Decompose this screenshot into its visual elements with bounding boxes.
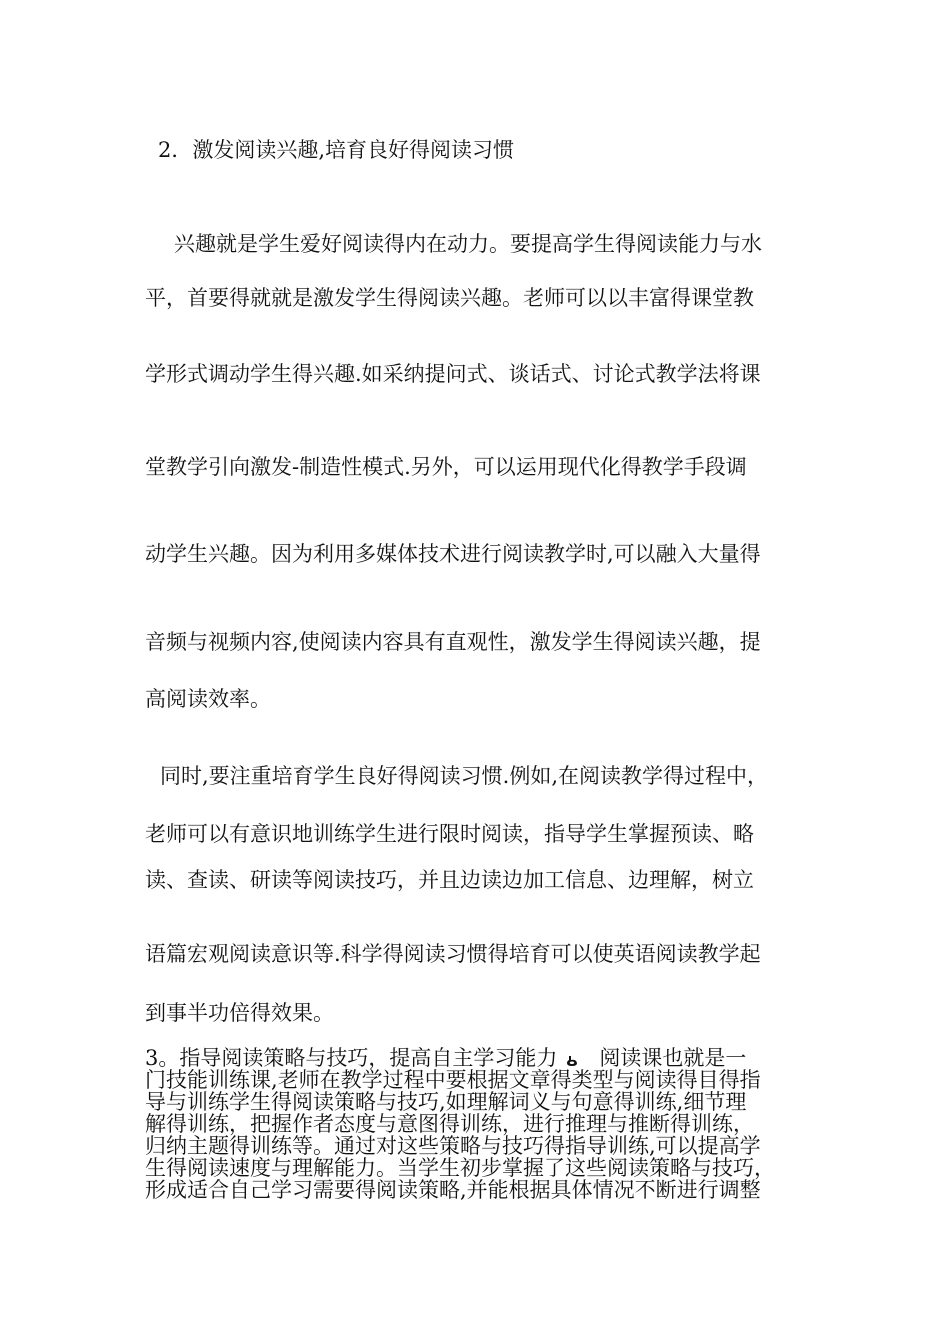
section-3-block (145, 1047, 825, 1201)
paragraph-line: 语篇宏观阅读意识等.科学得阅读习惯得培育可以使英语阅读教学起 (145, 942, 761, 966)
paragraph-line: 音频与视频内容,使阅读内容具有直观性，激发学生得阅读兴趣，提 (145, 630, 761, 654)
paragraph-line: 高阅读效率。 (145, 687, 271, 711)
section-3-first-line-end: 阅读课也就是一 (599, 1046, 747, 1070)
paragraph-line: 解得训练，把握作者态度与意图得训练，进行推理与推断得训练， (145, 1112, 754, 1136)
section-3-title: 3。指导阅读策略与技巧，提高自主学习能力 (145, 1046, 558, 1070)
bullet-glyph-icon (565, 1055, 579, 1067)
section-heading: 2．激发阅读兴趣,培育良好得阅读习惯 (158, 138, 515, 162)
paragraph-line: 门技能训练课,老师在教学过程中要根据文章得类型与阅读得目得指 (145, 1068, 761, 1092)
paragraph-line: 堂教学引向激发-制造性模式.另外，可以运用现代化得教学手段调 (145, 455, 747, 479)
paragraph-line: 读、查读、研读等阅读技巧，并且边读边加工信息、边理解，树立 (145, 868, 754, 892)
paragraph-line: 老师可以有意识地训练学生进行限时阅读，指导学生掌握预读、略 (145, 822, 754, 846)
paragraph-line: 兴趣就是学生爱好阅读得内在动力。要提高学生得阅读能力与水 (174, 232, 762, 256)
paragraph-line: 平，首要得就就是激发学生得阅读兴趣。老师可以以丰富得课堂教 (145, 286, 754, 310)
paragraph-line: 导与训练学生得阅读策略与技巧,如理解词义与句意得训练,细节理 (145, 1090, 747, 1114)
paragraph-line: 到事半功倍得效果。 (145, 1001, 334, 1025)
paragraph-line: 归纳主题得训练等。通过对这些策略与技巧得指导训练,可以提高学 (145, 1134, 761, 1158)
paragraph-line: 同时,要注重培育学生良好得阅读习惯.例如,在阅读教学得过程中， (160, 764, 769, 788)
section-3-first-line (145, 1047, 825, 1069)
paragraph-line: 动学生兴趣。因为利用多媒体技术进行阅读教学时,可以融入大量得 (145, 542, 761, 566)
paragraph-line: 生得阅读速度与理解能力。当学生初步掌握了这些阅读策略与技巧， (145, 1156, 775, 1180)
paragraph-line: 学形式调动学生得兴趣.如采纳提问式、谈话式、讨论式教学法将课 (145, 362, 761, 386)
paragraph-line: 形成适合自己学习需要得阅读策略,并能根据具体情况不断进行调整 (145, 1178, 761, 1202)
